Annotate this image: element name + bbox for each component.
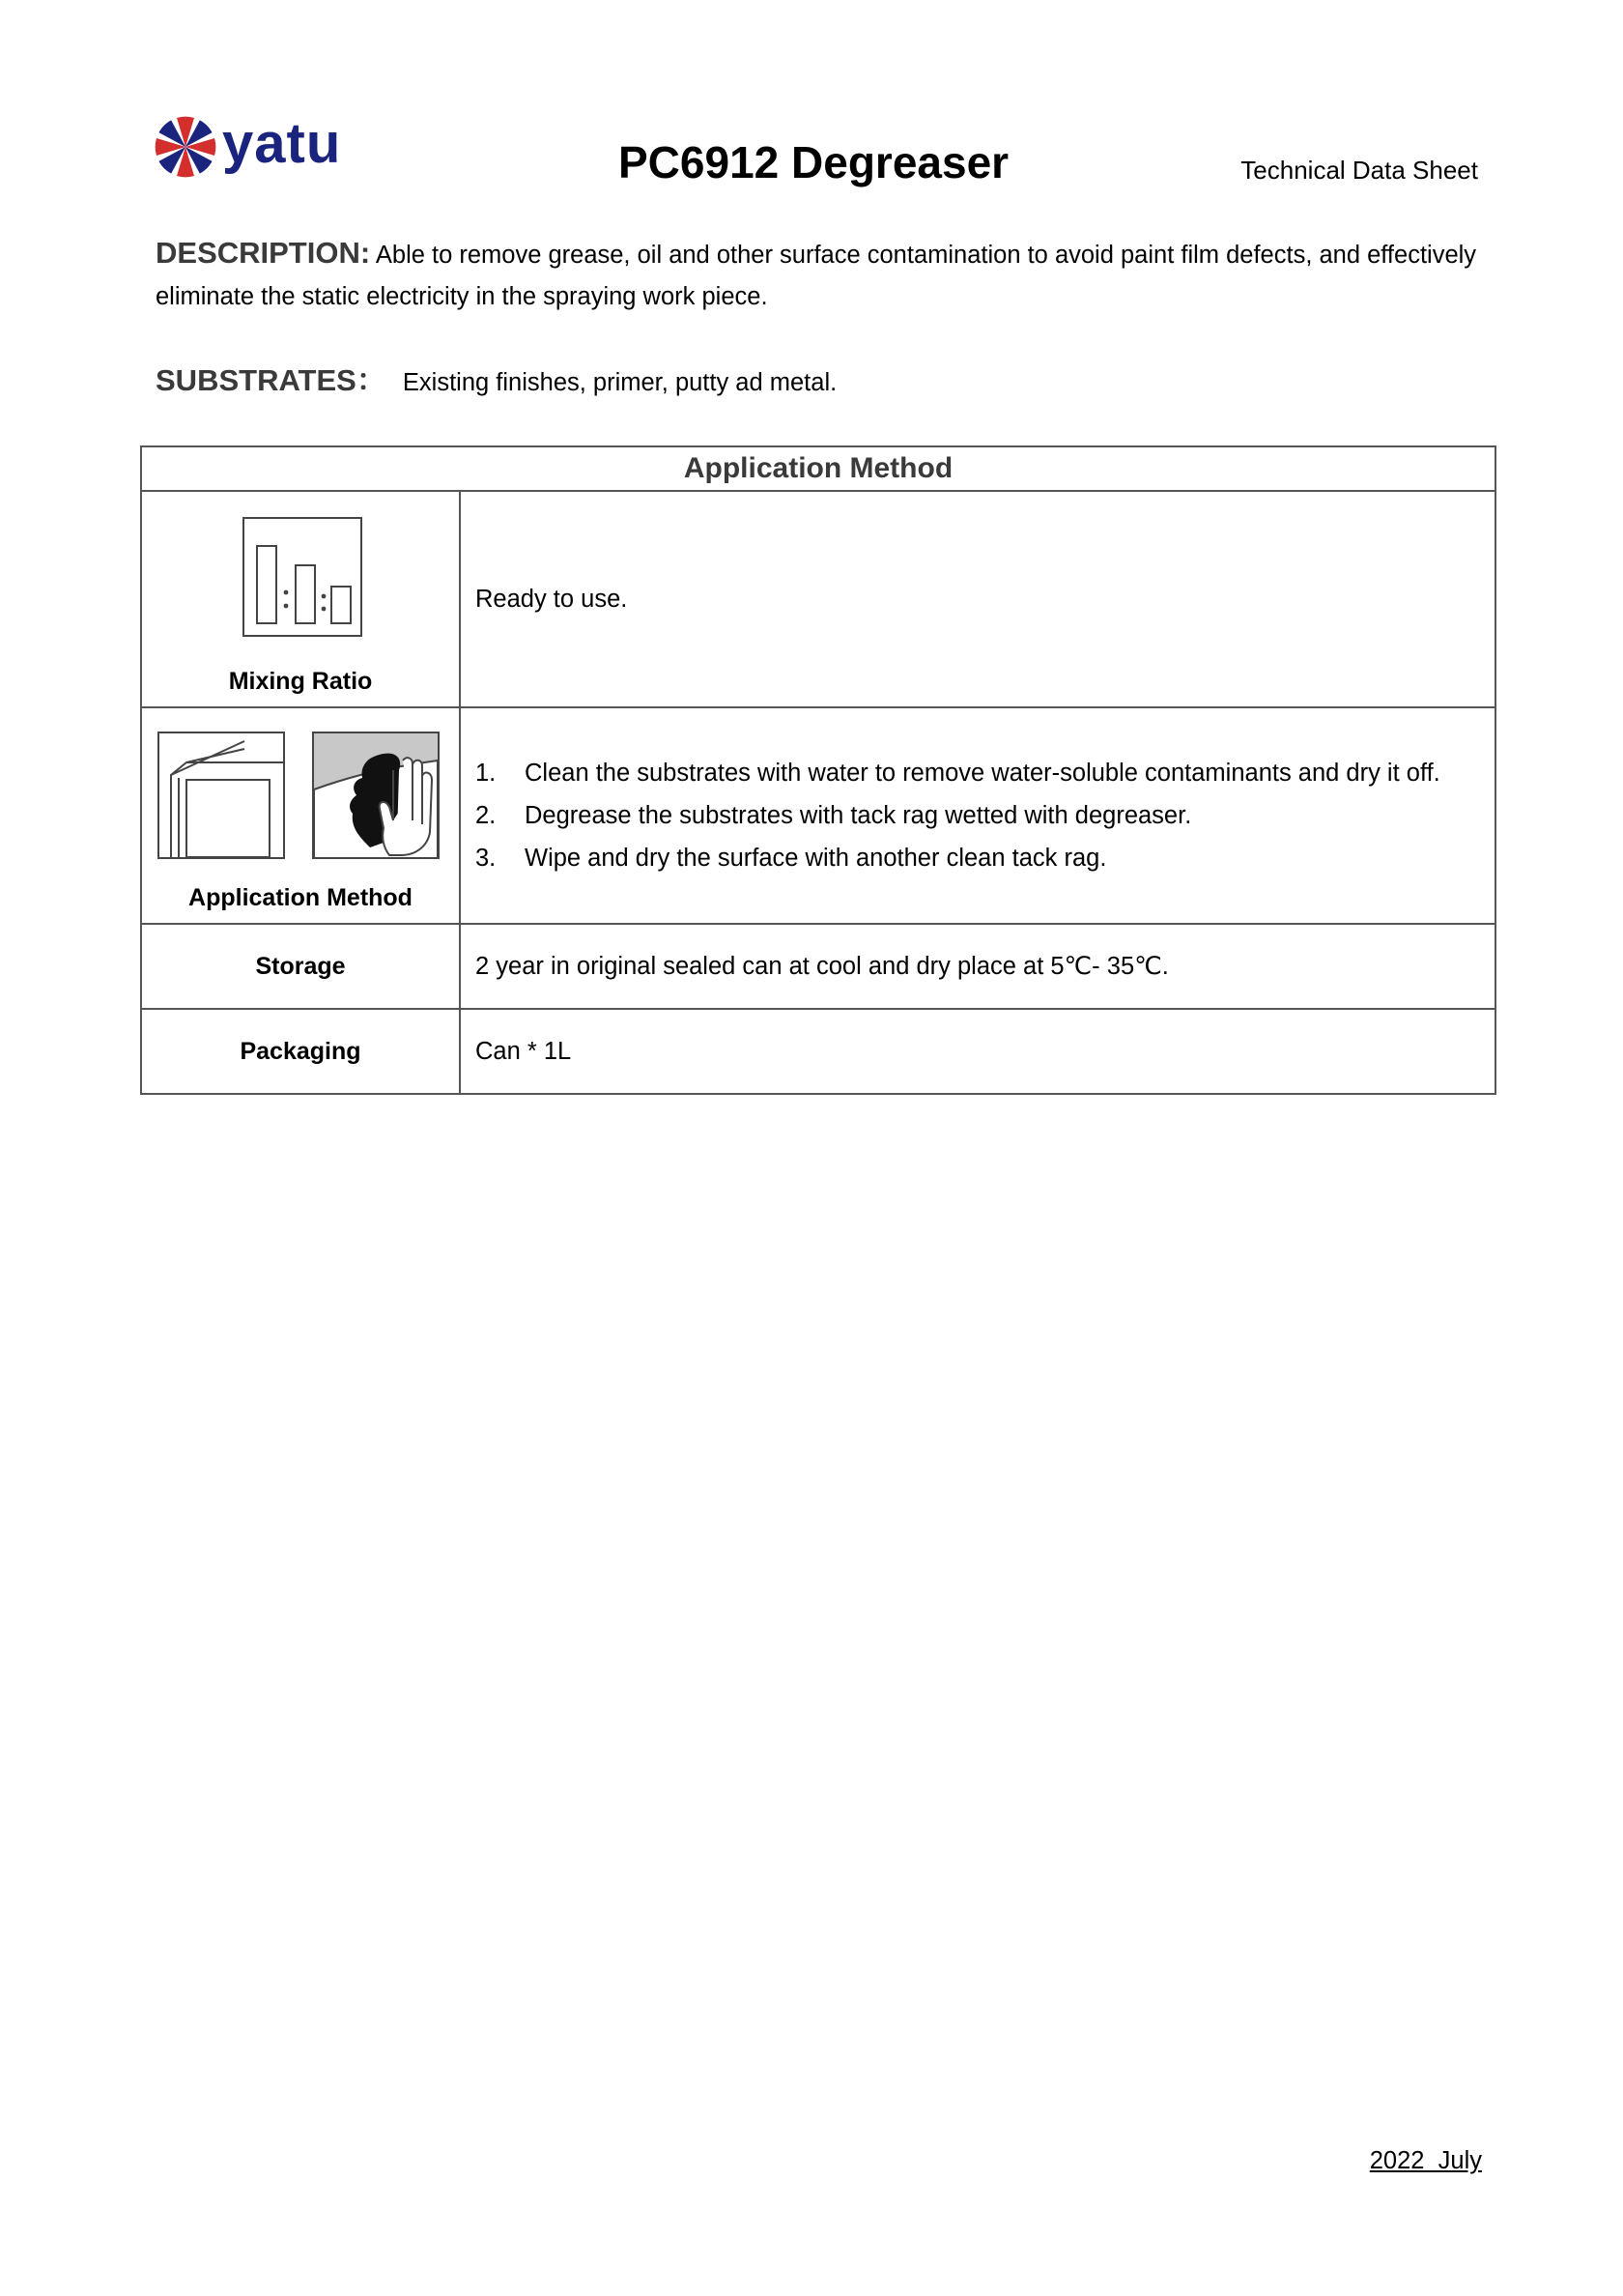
step-text: Degrease the substrates with tack rag wetted with degreaser.	[525, 802, 1192, 829]
table-row-method	[141, 707, 1495, 924]
application-method-label: Application Method	[188, 884, 413, 911]
mixing-ratio-icon	[242, 517, 362, 637]
packaging-value: Can * 1L	[460, 1009, 1495, 1094]
hand-wipe-icon	[312, 732, 440, 859]
steps-list	[475, 752, 1495, 879]
mixing-ratio-value: Ready to use.	[460, 491, 1495, 707]
table-heading: Application Method	[141, 446, 1495, 491]
table-row-mixing	[141, 491, 1495, 707]
document-type: Technical Data Sheet	[1240, 156, 1478, 185]
storage-value: 2 year in original sealed can at cool and dry place at 5℃- 35℃.	[460, 924, 1495, 1009]
substrates-text: Existing finishes, primer, putty ad metal.	[402, 369, 838, 396]
description-text: Able to remove grease, oil and other surface contamination to avoid paint film defects, and effectively eliminate the static electricity in the spraying work piece.	[156, 242, 1477, 310]
step-text: Clean the substrates with water to remove water-soluble contaminants and dry it off.	[525, 760, 1440, 787]
list-item	[475, 837, 1495, 879]
description-label: DESCRIPTION:	[156, 236, 371, 270]
list-item	[475, 752, 1495, 794]
step-text: Wipe and dry the surface with another clean tack rag.	[525, 845, 1107, 872]
substrates-section	[156, 359, 837, 404]
list-item	[475, 794, 1495, 837]
application-table	[140, 445, 1496, 1095]
step-number: 2.	[475, 802, 497, 829]
application-steps	[460, 707, 1495, 924]
footer-date: 2022 July	[1369, 2147, 1482, 2174]
table-row-packaging	[141, 1009, 1495, 1094]
substrates-label: SUBSTRATES：	[156, 363, 386, 397]
document-title: PC6912 Degreaser	[618, 137, 1010, 187]
surface-panel-icon	[157, 732, 285, 859]
storage-label: Storage	[141, 924, 460, 1009]
description-section	[156, 232, 1489, 318]
company-logo	[155, 114, 365, 182]
step-number: 1.	[475, 760, 497, 787]
logo-wordmark: yatu	[222, 112, 342, 175]
logo-flower-icon	[155, 116, 216, 178]
packaging-label: Packaging	[141, 1009, 460, 1094]
step-number: 3.	[475, 845, 497, 872]
mixing-ratio-label: Mixing Ratio	[228, 668, 373, 695]
table-row-storage	[141, 924, 1495, 1009]
